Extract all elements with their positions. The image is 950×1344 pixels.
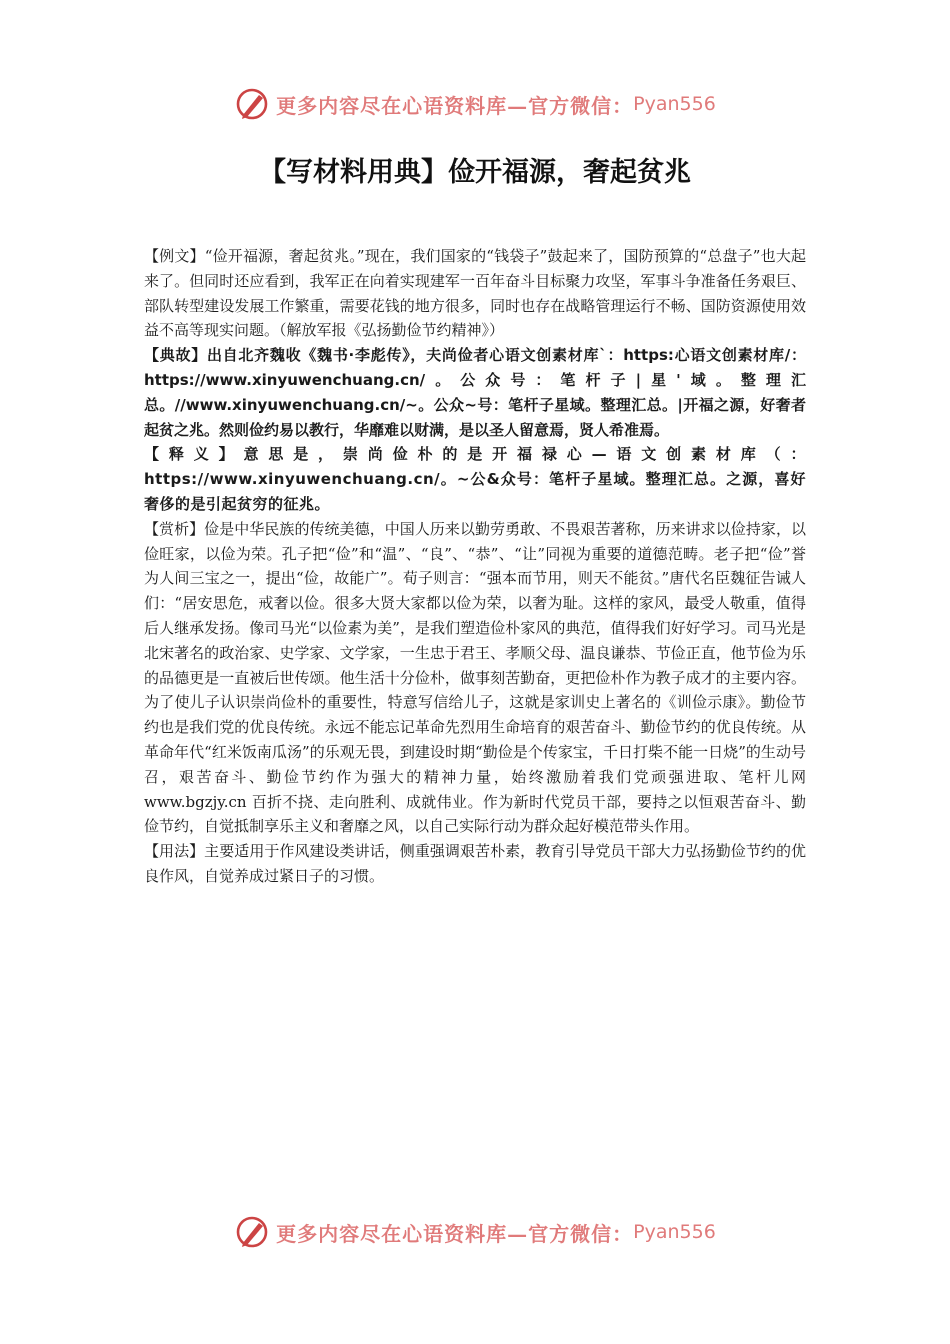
paragraph-origin: 【典故】出自北齐魏收《魏书·李彪传》，夫尚俭者心语文创素材库`：https:心语文创素材库/：https://www.xinyuwenchuang.cn/。公众号：笔杆子|星'域。整理汇总。//www.xinyuwenchuang.cn/~。公众~号：笔杆子星域。整理汇总。|开福之源，好奢者起贫之兆。然则俭约易以教行，华靡难以财满，是以圣人留意焉，贤人希准焉。 — [144, 346, 806, 439]
paragraph-appreciation: 【赏析】俭是中华民族的传统美德，中国人历来以勤劳勇敢、不畏艰苦著称，历来讲求以俭持家，以俭旺家，以俭为荣。孔子把“俭”和“温”、“良”、“恭”、“让”同视为重要的道德范畴。老子把“俭”誉为人间三宝之一，提出“俭，故能广”。荀子则言：“强本而节用，则天不能贫。”唐代名臣魏征告诫人们：“居安思危，戒奢以俭。很多大贤大家都以俭为荣，以奢为耻。这样的家风，最受人敬重，值得后人继承发扬。像司马光“以俭素为美”，是我们塑造俭朴家风的典范，值得我们好好学习。司马光是北宋著名的政治家、史学家、文学家，一生忠于君王、孝顺父母、温良谦恭、节俭正直，他节俭为乐的品德更是一直被后世传颂。他生活十分俭朴，做事刻苦勤奋，更把俭朴作为教子成才的主要内容。为了使儿子认识崇尚俭朴的重要性，特意写信给儿子，这就是家训史上著名的《训俭示康》。勤俭节约也是我们党的优良传统。永远不能忘记革命先烈用生命培育的艰苦奋斗、勤俭节约的优良传统。从革命年代“红米饭南瓜汤”的乐观无畏，到建设时期“勤俭是个传家宝，千日打柴不能一日烧”的生动号召，艰苦奋斗、勤俭节约作为强大的精神力量，始终激励着我们党顽强进取、笔杆儿网 www.bgzjy.cn 百折不挠、走向胜利、成就伟业。作为新时代党员干部，要持之以恒艰苦奋斗、勤俭节约，自觉抵制享乐主义和奢靡之风，以自己实际行动为群众起好模范带头作用。 — [144, 519, 806, 836]
paragraph-usage: 【用法】主要适用于作风建设类讲话，侧重强调艰苦朴素，教育引导党员干部大力弘扬勤俭节约的优良作风，自觉养成过紧日子的习惯。 — [144, 842, 806, 885]
document-body — [144, 244, 806, 889]
pen-logo-icon — [234, 86, 270, 122]
header-banner — [0, 84, 950, 124]
banner-wechat-id: Pyan556 — [633, 93, 716, 115]
pen-logo-icon — [234, 1214, 270, 1250]
page-title: 【写材料用典】俭开福源，奢起贫兆 — [259, 157, 691, 188]
footer-banner — [0, 1212, 950, 1252]
banner-wechat-id: Pyan556 — [633, 1221, 716, 1243]
paragraph-meaning: 【释义】意思是，崇尚俭朴的是开福禄心—语文创素材库（：https://www.xinyuwenchuang.cn/。~公&众号：笔杆子星域。整理汇总。之源，喜好奢侈的是引起贫穷的征兆。 — [144, 445, 806, 513]
paragraph-example: 【例文】“俭开福源，奢起贫兆。”现在，我们国家的“钱袋子”鼓起来了，国防预算的“总盘子”也大起来了。但同时还应看到，我军正在向着实现建军一百年奋斗目标聚力攻坚，军事斗争准备任务艰巨、部队转型建设发展工作繁重，需要花钱的地方很多，同时也存在战略管理运行不畅、国防资源使用效益不高等现实问题。（解放军报《弘扬勤俭节约精神》） — [144, 247, 806, 340]
banner-text: 更多内容尽在心语资料库—官方微信： — [276, 1221, 634, 1246]
banner-text: 更多内容尽在心语资料库—官方微信： — [276, 93, 634, 118]
